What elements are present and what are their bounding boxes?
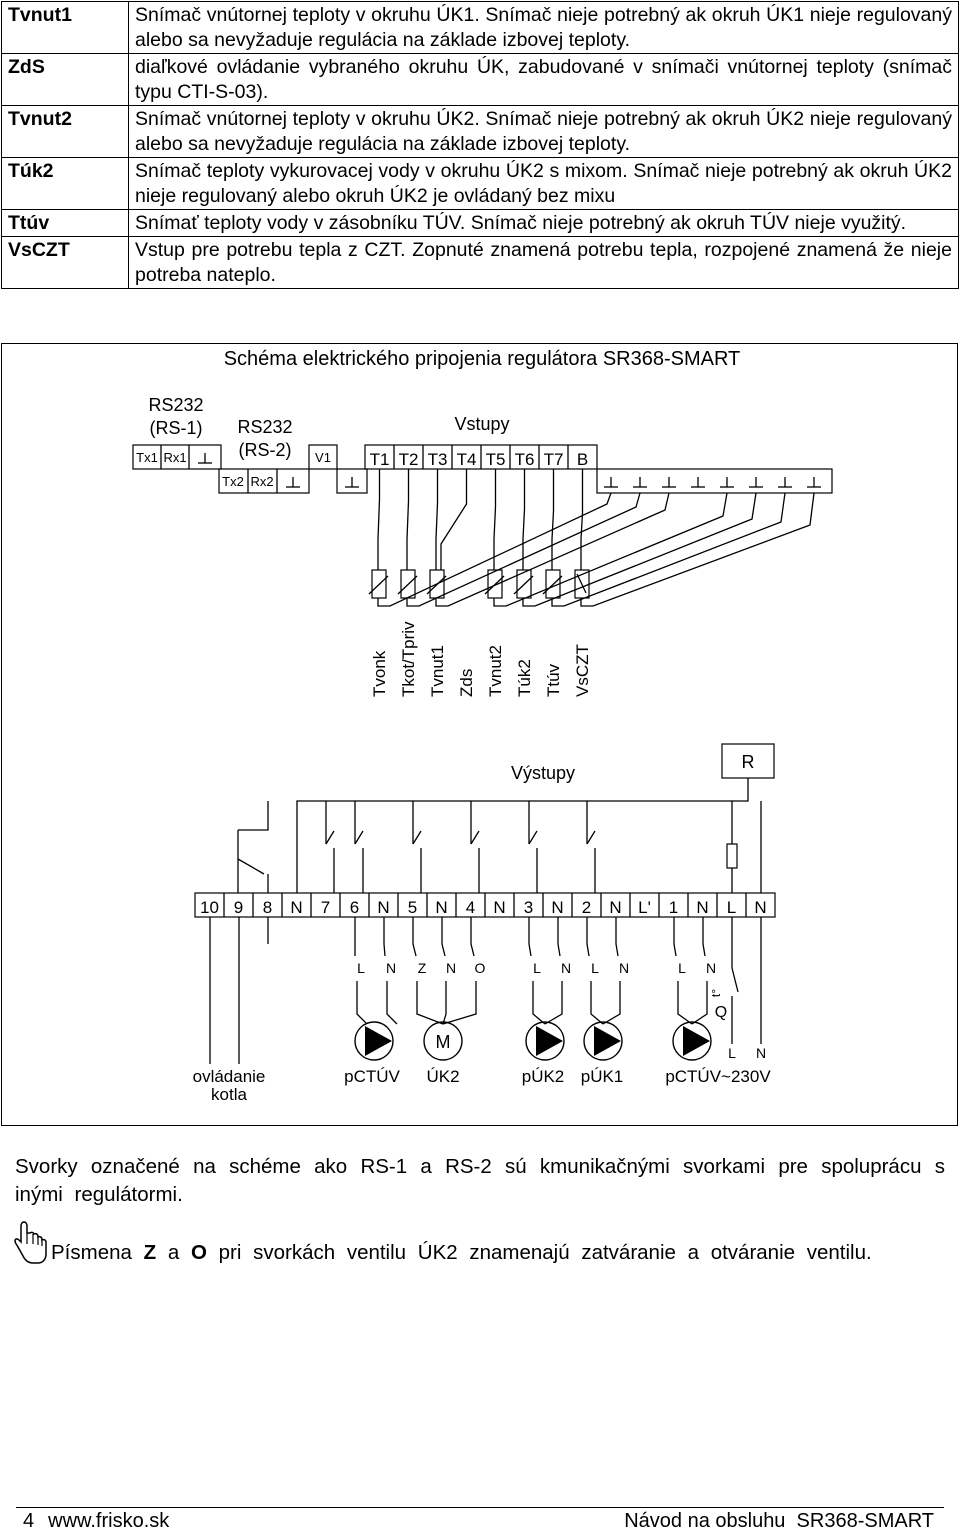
rs-terminals-note: Svorky označené na schéme ako RS-1 a RS-2 sú kmunikačnými svorkami pre spoluprácu s inými regulátormi. <box>15 1155 945 1206</box>
valve-note-prefix: Písmena <box>51 1241 132 1264</box>
footer-divider <box>16 1507 944 1508</box>
device-label: pCTÚV~230V <box>665 1067 771 1086</box>
sensor-signal-wire <box>494 507 496 570</box>
output-terminal: N <box>435 898 448 917</box>
wire-letter: N <box>445 960 457 976</box>
valve-note-o: O <box>190 1241 207 1264</box>
v1-terminal: V1 <box>315 450 331 465</box>
output-terminal: 9 <box>233 898 244 917</box>
device-drop-wire <box>558 917 560 956</box>
wire-letter: L <box>678 960 686 976</box>
definition-row <box>2 237 959 289</box>
rs1-tx1-terminal: Tx1 <box>136 450 158 465</box>
wire-letter: L <box>357 960 365 976</box>
wire-letter: N <box>705 960 717 976</box>
relay-3-contact-icon <box>529 831 537 844</box>
relay-label: R <box>741 752 755 772</box>
definition-row <box>2 210 959 237</box>
wire-letter: O <box>474 960 486 976</box>
sensor-signal-wire <box>378 499 380 570</box>
wire-letter: N <box>385 960 397 976</box>
definition-term: Tvnut1 <box>2 2 129 54</box>
relay-7-contact-icon <box>326 831 334 844</box>
valve-note-rest: pri svorkách ventilu ÚK2 znamenajú zatváranie a otváranie ventilu. <box>218 1241 872 1264</box>
device-drop-wire <box>529 917 531 956</box>
page-number: 4 <box>23 1510 35 1532</box>
output-terminal: N <box>290 898 303 917</box>
device-drop-wire <box>674 917 676 956</box>
device-drop-wire <box>471 917 474 956</box>
output-terminal: N <box>754 898 767 917</box>
pump-pctuv-230-icon <box>683 1026 710 1056</box>
pointing-hand-icon <box>14 1220 48 1266</box>
supply-n-label: N <box>755 1045 767 1061</box>
output-terminal: 6 <box>349 898 360 917</box>
pump-lead <box>591 981 603 1024</box>
output-terminal: 2 <box>581 898 592 917</box>
output-terminal: N <box>493 898 506 917</box>
input-terminal-t5: T5 <box>485 450 506 469</box>
wire-letter: L <box>533 960 541 976</box>
definition-row <box>2 106 959 158</box>
device-drop-wire <box>587 917 589 956</box>
output-terminal: N <box>696 898 709 917</box>
pump-lead <box>692 981 707 1024</box>
zds-wire <box>441 469 467 570</box>
valve-note-z: Z <box>143 1241 157 1264</box>
pump-lead <box>678 981 692 1024</box>
input-ground-strip <box>597 469 832 493</box>
sensor-label-7: VsCZT <box>573 644 592 697</box>
thermostat-q-label: Q <box>714 1004 728 1021</box>
definitions-body <box>2 2 959 289</box>
relay-6-contact-icon <box>355 831 363 844</box>
sensor-signal-wire <box>407 501 409 570</box>
output-terminal: 8 <box>262 898 273 917</box>
output-terminal: L <box>726 898 737 917</box>
pump-puk2-icon <box>536 1026 563 1056</box>
thermostat-contact-icon <box>732 968 738 992</box>
common-line-wire <box>297 778 748 893</box>
sensor-label-4: Tvnut2 <box>486 645 505 697</box>
wire-letter: N <box>618 960 630 976</box>
definition-description: Snímač vnútornej teploty v okruhu ÚK2. Snímač nieje potrebný ak okruh ÚK2 nieje regulovaný alebo sa nevyžaduje regulácia na základe izbovej teploty. <box>129 106 959 158</box>
thermostat-symbol: t° <box>709 988 723 998</box>
output-terminal: N <box>377 898 390 917</box>
rs2-label-line1: RS232 <box>237 417 293 437</box>
rs1-rx1-terminal: Rx1 <box>163 450 187 465</box>
output-terminal: 10 <box>200 898 219 917</box>
wire-letter: N <box>560 960 572 976</box>
boiler-relay-wire <box>238 801 268 830</box>
definition-description: Snímať teploty vody v zásobníku TÚV. Snímač nieje potrebný ak okruh TÚV nieje využitý. <box>129 210 959 237</box>
pump-lead <box>533 981 545 1024</box>
wiring-diagram-svg <box>2 344 957 1125</box>
sensor-label-3: Zds <box>457 668 476 697</box>
motor-lead <box>443 981 476 1024</box>
device-drop-wire <box>384 917 385 956</box>
relay-2-contact-icon <box>587 831 595 844</box>
definition-term: Ttúv <box>2 210 129 237</box>
wire-letter: Z <box>417 960 427 976</box>
definition-term: Tvnut2 <box>2 106 129 158</box>
pump-lead <box>545 981 562 1024</box>
output-terminal: 7 <box>320 898 331 917</box>
pump-lead <box>357 981 367 1024</box>
wiring-schematic <box>1 343 958 1126</box>
output-terminal: 4 <box>465 898 476 917</box>
pump-lead <box>387 981 397 1024</box>
sensor-signal-wire <box>436 503 438 570</box>
valve-letters-note <box>51 1239 945 1267</box>
sensor-signal-wire <box>523 509 525 570</box>
relay-4-contact-icon <box>471 831 479 844</box>
input-terminal-b: B <box>576 450 589 469</box>
sensor-label-0: Tvonk <box>370 650 389 697</box>
motor-letter: M <box>435 1032 451 1052</box>
valve-note-and: a <box>167 1241 180 1264</box>
sensor-return-wire <box>581 493 814 606</box>
sensor-label-5: Túk2 <box>515 659 534 697</box>
sensor-signal-wire <box>581 513 583 570</box>
definition-row <box>2 2 959 54</box>
output-terminal: L' <box>638 898 651 917</box>
definition-description: Vstup pre potrebu tepla z CZT. Zopnuté znamená potrebu tepla, rozpojené znamená že nieje potreba nateplo. <box>129 237 959 289</box>
rs2-label-line2: (RS-2) <box>238 440 292 460</box>
definition-term: ZdS <box>2 54 129 106</box>
definition-row <box>2 54 959 106</box>
definition-description: Snímač teploty vykurovacej vody v okruhu ÚK2 s mixom. Snímač nieje potrebný ak okruh ÚK2 nieje regulovaný alebo okruh ÚK2 je ovládaný bez mixu <box>129 158 959 210</box>
rs2-rx2-terminal: Rx2 <box>250 474 274 489</box>
output-terminal: 3 <box>523 898 534 917</box>
sensor-label-1: Tkot/Tpriv <box>399 621 418 697</box>
motor-lead <box>443 981 446 1024</box>
fuse-icon <box>727 844 737 868</box>
pump-lead <box>603 981 620 1024</box>
footer-manual-title: Návod na obsluhu SR368-SMART <box>624 1510 934 1532</box>
sensor-label-2: Tvnut1 <box>428 645 447 697</box>
input-terminal-t7: T7 <box>543 450 564 469</box>
boiler-control-label-1: ovládanie <box>192 1067 266 1086</box>
rs1-label-line1: RS232 <box>148 395 204 415</box>
footer-left <box>23 1510 169 1533</box>
output-terminal: N <box>551 898 564 917</box>
supply-l-label: L <box>728 1045 736 1061</box>
rs2-tx2-terminal: Tx2 <box>222 474 244 489</box>
outputs-label: Výstupy <box>510 763 576 783</box>
input-terminal-t6: T6 <box>514 450 535 469</box>
device-drop-wire <box>442 917 445 956</box>
rs1-label-line2: (RS-1) <box>149 418 203 438</box>
sensor-return-wire <box>552 493 785 606</box>
sensor-return-wire <box>494 493 727 606</box>
input-terminal-t4: T4 <box>456 450 477 469</box>
schema-title: Schéma elektrického pripojenia regulátora SR368-SMART <box>223 348 741 370</box>
definition-row <box>2 158 959 210</box>
sensor-signal-wire <box>552 511 554 570</box>
relay-5-contact-icon <box>413 831 421 844</box>
input-terminal-t3: T3 <box>427 450 448 469</box>
footer-website: www.frisko.sk <box>48 1510 170 1532</box>
vscz-contact-icon <box>577 574 586 593</box>
output-terminal: 1 <box>668 898 679 917</box>
device-drop-wire <box>703 917 705 956</box>
definitions-table <box>1 1 959 289</box>
device-drop-wire <box>413 917 416 956</box>
definition-term: Túk2 <box>2 158 129 210</box>
device-label: pÚK2 <box>521 1067 565 1086</box>
motor-lead <box>417 981 443 1024</box>
device-drop-wire <box>616 917 618 956</box>
output-terminal: 5 <box>407 898 418 917</box>
device-label: pÚK1 <box>580 1067 624 1086</box>
definition-description: Snímač vnútornej teploty v okruhu ÚK1. Snímač nieje potrebný ak okruh ÚK1 nieje regulovaný alebo sa nevyžaduje regulácia na základe izbovej teploty. <box>129 2 959 54</box>
boiler-control-label-2: kotla <box>211 1085 247 1104</box>
definition-description: diaľkové ovládanie vybraného okruhu ÚK, zabudované v snímači vnútornej teploty (snímač typu CTI-S-03). <box>129 54 959 106</box>
device-label: ÚK2 <box>426 1067 460 1086</box>
definition-term: VsCZT <box>2 237 129 289</box>
output-terminal: N <box>609 898 622 917</box>
pump-pctuv-icon <box>365 1026 392 1056</box>
inputs-label: Vstupy <box>454 414 510 434</box>
wire-letter: L <box>591 960 599 976</box>
boiler-contact-icon <box>238 859 264 874</box>
input-terminal-t1: T1 <box>369 450 390 469</box>
input-terminal-t2: T2 <box>398 450 419 469</box>
device-label: pCTÚV <box>344 1067 400 1086</box>
sensor-label-6: Ttúv <box>544 663 563 697</box>
pump-puk1-icon <box>594 1026 621 1056</box>
